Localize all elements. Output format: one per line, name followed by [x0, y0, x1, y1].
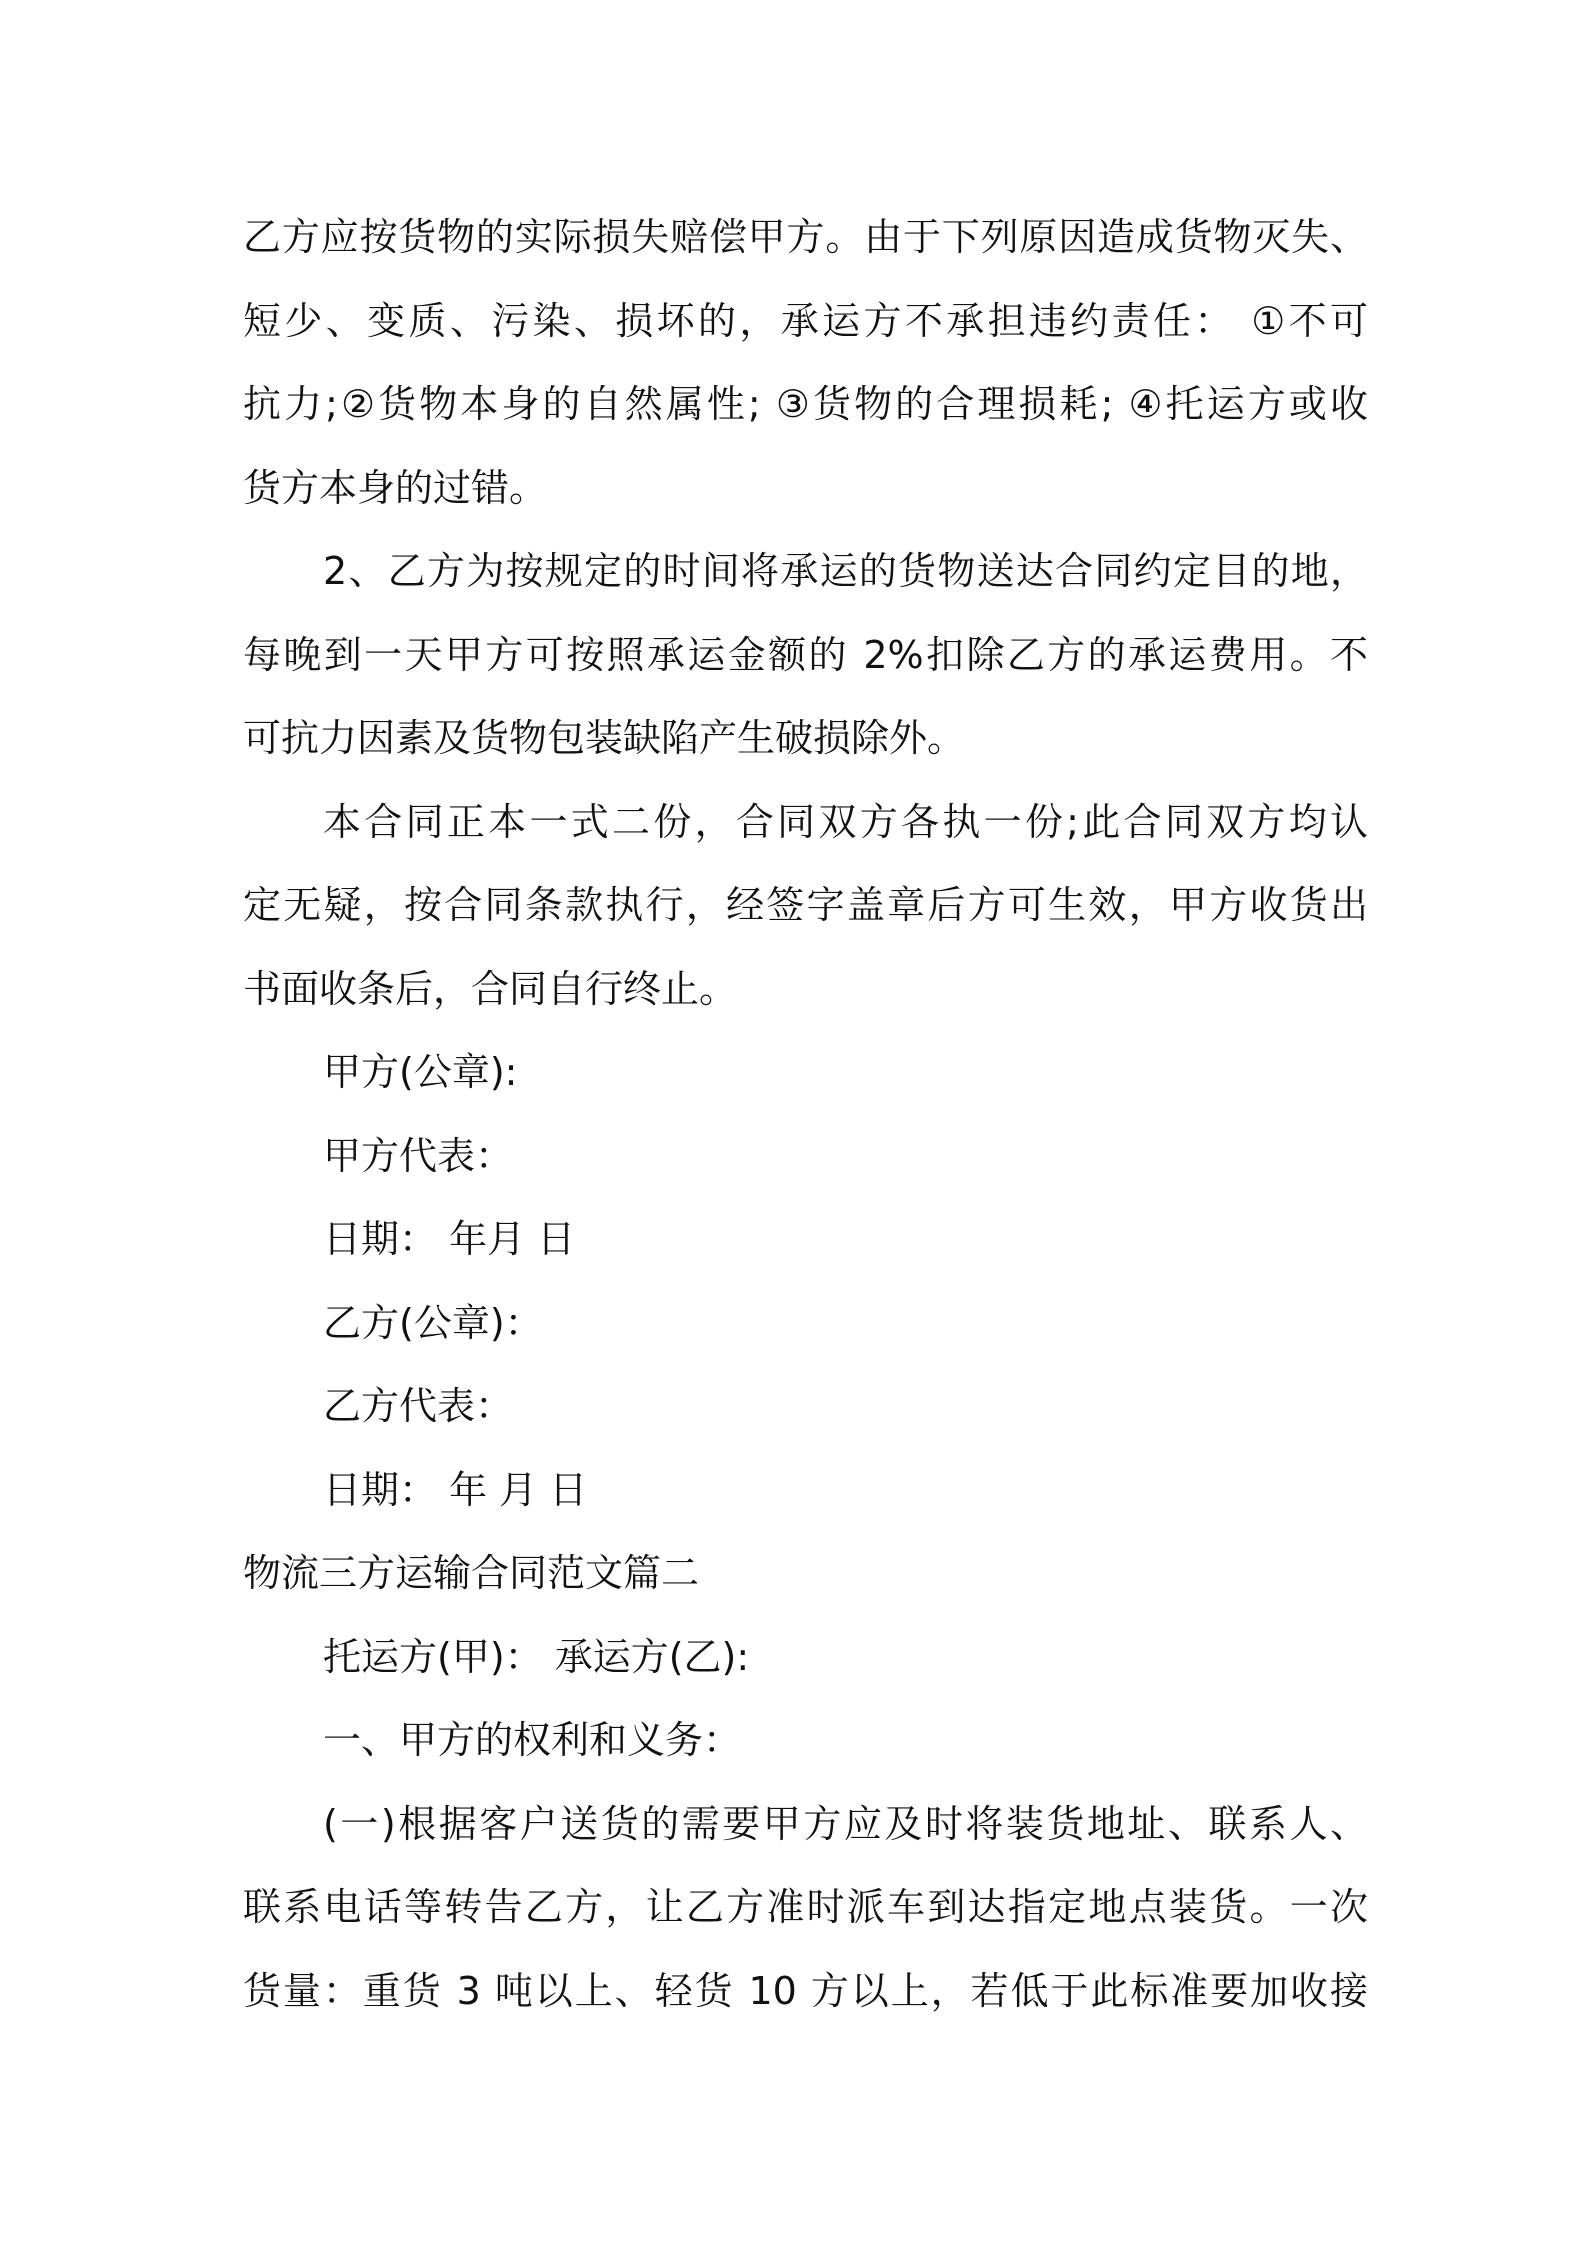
- text-line: 联系电话等转告乙方，让乙方准时派车到达指定地点装货。一次: [243, 1885, 1368, 1929]
- text-line: 定无疑，按合同条款执行，经签字盖章后方可生效，甲方收货出: [243, 883, 1368, 927]
- text-line: 托运方(甲)： 承运方(乙):: [323, 1634, 750, 1679]
- text-line: 抗力;②货物本身的自然属性; ③货物的合理损耗; ④托运方或收: [243, 382, 1368, 426]
- text-line: 日期： 年月 日: [323, 1217, 576, 1261]
- text-line: 乙方(公章)：: [323, 1300, 543, 1345]
- text-line: 甲方(公章):: [323, 1050, 518, 1094]
- text-line: 乙方应按货物的实际损失赔偿甲方。由于下列原因造成货物灭失、: [243, 215, 1368, 259]
- text-line: 可抗力因素及货物包装缺陷产生破损除外。: [243, 716, 966, 760]
- text-line: (一)根据客户送货的需要甲方应及时将装货地址、联系人、: [323, 1801, 1368, 1846]
- text-line: 货方本身的过错。: [243, 465, 548, 510]
- text-line: 书面收条后，合同自行终止。: [243, 966, 738, 1011]
- text-line: 一、甲方的权利和义务：: [323, 1718, 742, 1762]
- text-line: 短少、变质、污染、损坏的，承运方不承担违约责任： ①不可: [243, 298, 1368, 343]
- contract-text: [243, 196, 1368, 2033]
- text-line: 2、乙方为按规定的时间将承运的货物送达合同约定目的地，: [323, 549, 1368, 593]
- text-line: 本合同正本一式二份，合同双方各执一份;此合同双方均认: [323, 799, 1368, 844]
- text-line: 货量：重货 3 吨以上、轻货 10 方以上，若低于此标准要加收接: [243, 1968, 1368, 2013]
- text-line: 日期： 年 月 日: [323, 1467, 588, 1512]
- text-line: 每晚到一天甲方可按照承运金额的 2%扣除乙方的承运费用。不: [243, 632, 1368, 677]
- text-line: 物流三方运输合同范文篇二: [243, 1551, 700, 1595]
- text-line: 甲方代表：: [323, 1133, 514, 1178]
- text-line: 乙方代表：: [323, 1384, 514, 1428]
